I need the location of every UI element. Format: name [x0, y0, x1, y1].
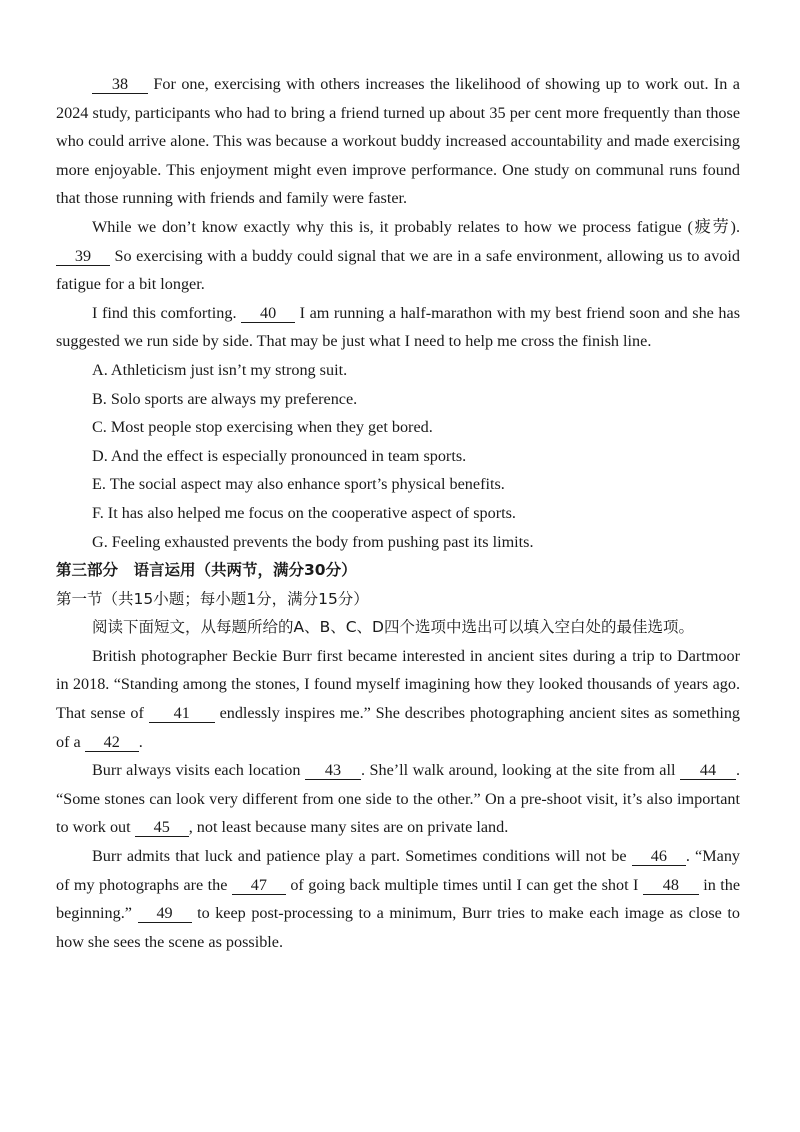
blank-49: 49: [138, 904, 192, 923]
section1-instruction: 阅读下面短文，从每题所给的A、B、C、D四个选项中选出可以填入空白处的最佳选项。: [92, 618, 694, 637]
blank-43: 43: [305, 761, 361, 780]
blank-38: 38: [92, 75, 148, 94]
paragraph-39-text-before: While we don’t know exactly why this is, it probably relates to how we process fatigue (疲劳).: [92, 217, 740, 236]
blank-46: 46: [632, 847, 686, 866]
option-a: A. Athleticism just isn’t my strong suit.: [92, 360, 348, 379]
blank-48: 48: [643, 876, 699, 895]
section1-heading: 第一节（共15小题；每小题1分，满分15分）: [56, 589, 369, 608]
paragraph-41-42: [56, 642, 740, 756]
option-e: E. The social aspect may also enhance sport’s physical benefits.: [92, 475, 505, 494]
blank-42: 42: [85, 733, 139, 752]
options-list: [56, 356, 740, 556]
paragraph-43-45: [56, 756, 740, 842]
p46-text-1: Burr admits that luck and patience play a part. Sometimes conditions will not be: [92, 847, 627, 866]
paragraph-46-49: [56, 842, 740, 956]
option-d: D. And the effect is especially pronounced in team sports.: [92, 446, 467, 465]
blank-41: 41: [149, 704, 215, 723]
paragraph-38-text: For one, exercising with others increases the likelihood of showing up to work out. In a 2024 study, participants who had to bring a friend turned up about 35 per cent more frequently than those who could arrive alone. This was because a workout buddy increased accountability and made exercising more enjoyable. This enjoyment might even improve performance. One study on communal runs found that those running with friends and family were faster.: [56, 75, 740, 208]
blank-45: 45: [135, 818, 189, 837]
p41-text-2: endlessly inspires me.” She describes photographing ancient sites as something of a: [56, 704, 741, 751]
p43-text-2: . She’ll walk around, looking at the site from all: [360, 761, 676, 780]
option-b: B. Solo sports are always my preference.: [92, 389, 358, 408]
blank-44: 44: [680, 761, 736, 780]
p41-text-3: .: [138, 732, 143, 751]
p43-text-3: . “Some stones can look very different from one side to the other.” On a pre-shoot visit, it’s also important to work out: [56, 761, 741, 837]
p43-text-4: , not least because many sites are on private land.: [188, 818, 509, 837]
paragraph-39-text-after: So exercising with a buddy could signal that we are in a safe environment, allowing us to avoid fatigue for a bit longer.: [56, 246, 741, 294]
paragraph-39: [56, 213, 740, 299]
p46-text-5: to keep post-processing to a minimum, Burr tries to make each image as close to how she sees the scene as possible.: [56, 904, 740, 951]
blank-47: 47: [232, 876, 286, 895]
p46-text-3: of going back multiple times until I can get the shot I: [290, 875, 639, 894]
part3-heading: 第三部分 语言运用（共两节，满分30分）: [56, 561, 357, 580]
exam-page: [56, 70, 740, 956]
paragraph-38: [56, 70, 740, 213]
option-f: F. It has also helped me focus on the cooperative aspect of sports.: [92, 503, 516, 522]
p43-text-1: Burr always visits each location: [92, 761, 301, 780]
paragraph-40: [56, 299, 740, 356]
p46-text-2: . “Many of my photographs are the: [56, 847, 741, 894]
option-g: G. Feeling exhausted prevents the body from pushing past its limits.: [92, 532, 534, 551]
blank-39: 39: [56, 247, 110, 266]
paragraph-40-text-before: I find this comforting.: [92, 303, 237, 322]
option-c: C. Most people stop exercising when they get bored.: [92, 418, 433, 437]
blank-40: 40: [241, 304, 295, 323]
paragraph-40-text-after: I am running a half-marathon with my best friend soon and she has suggested we run side by side. That may be just what I need to help me cross the finish line.: [56, 303, 741, 351]
p41-text-1: British photographer Beckie Burr first became interested in ancient sites during a trip to Dartmoor in 2018. “Standing among the stones, I found myself imagining how they looked thousands of years ago. That sense of: [56, 646, 740, 723]
p46-text-4: in the beginning.”: [56, 875, 741, 923]
